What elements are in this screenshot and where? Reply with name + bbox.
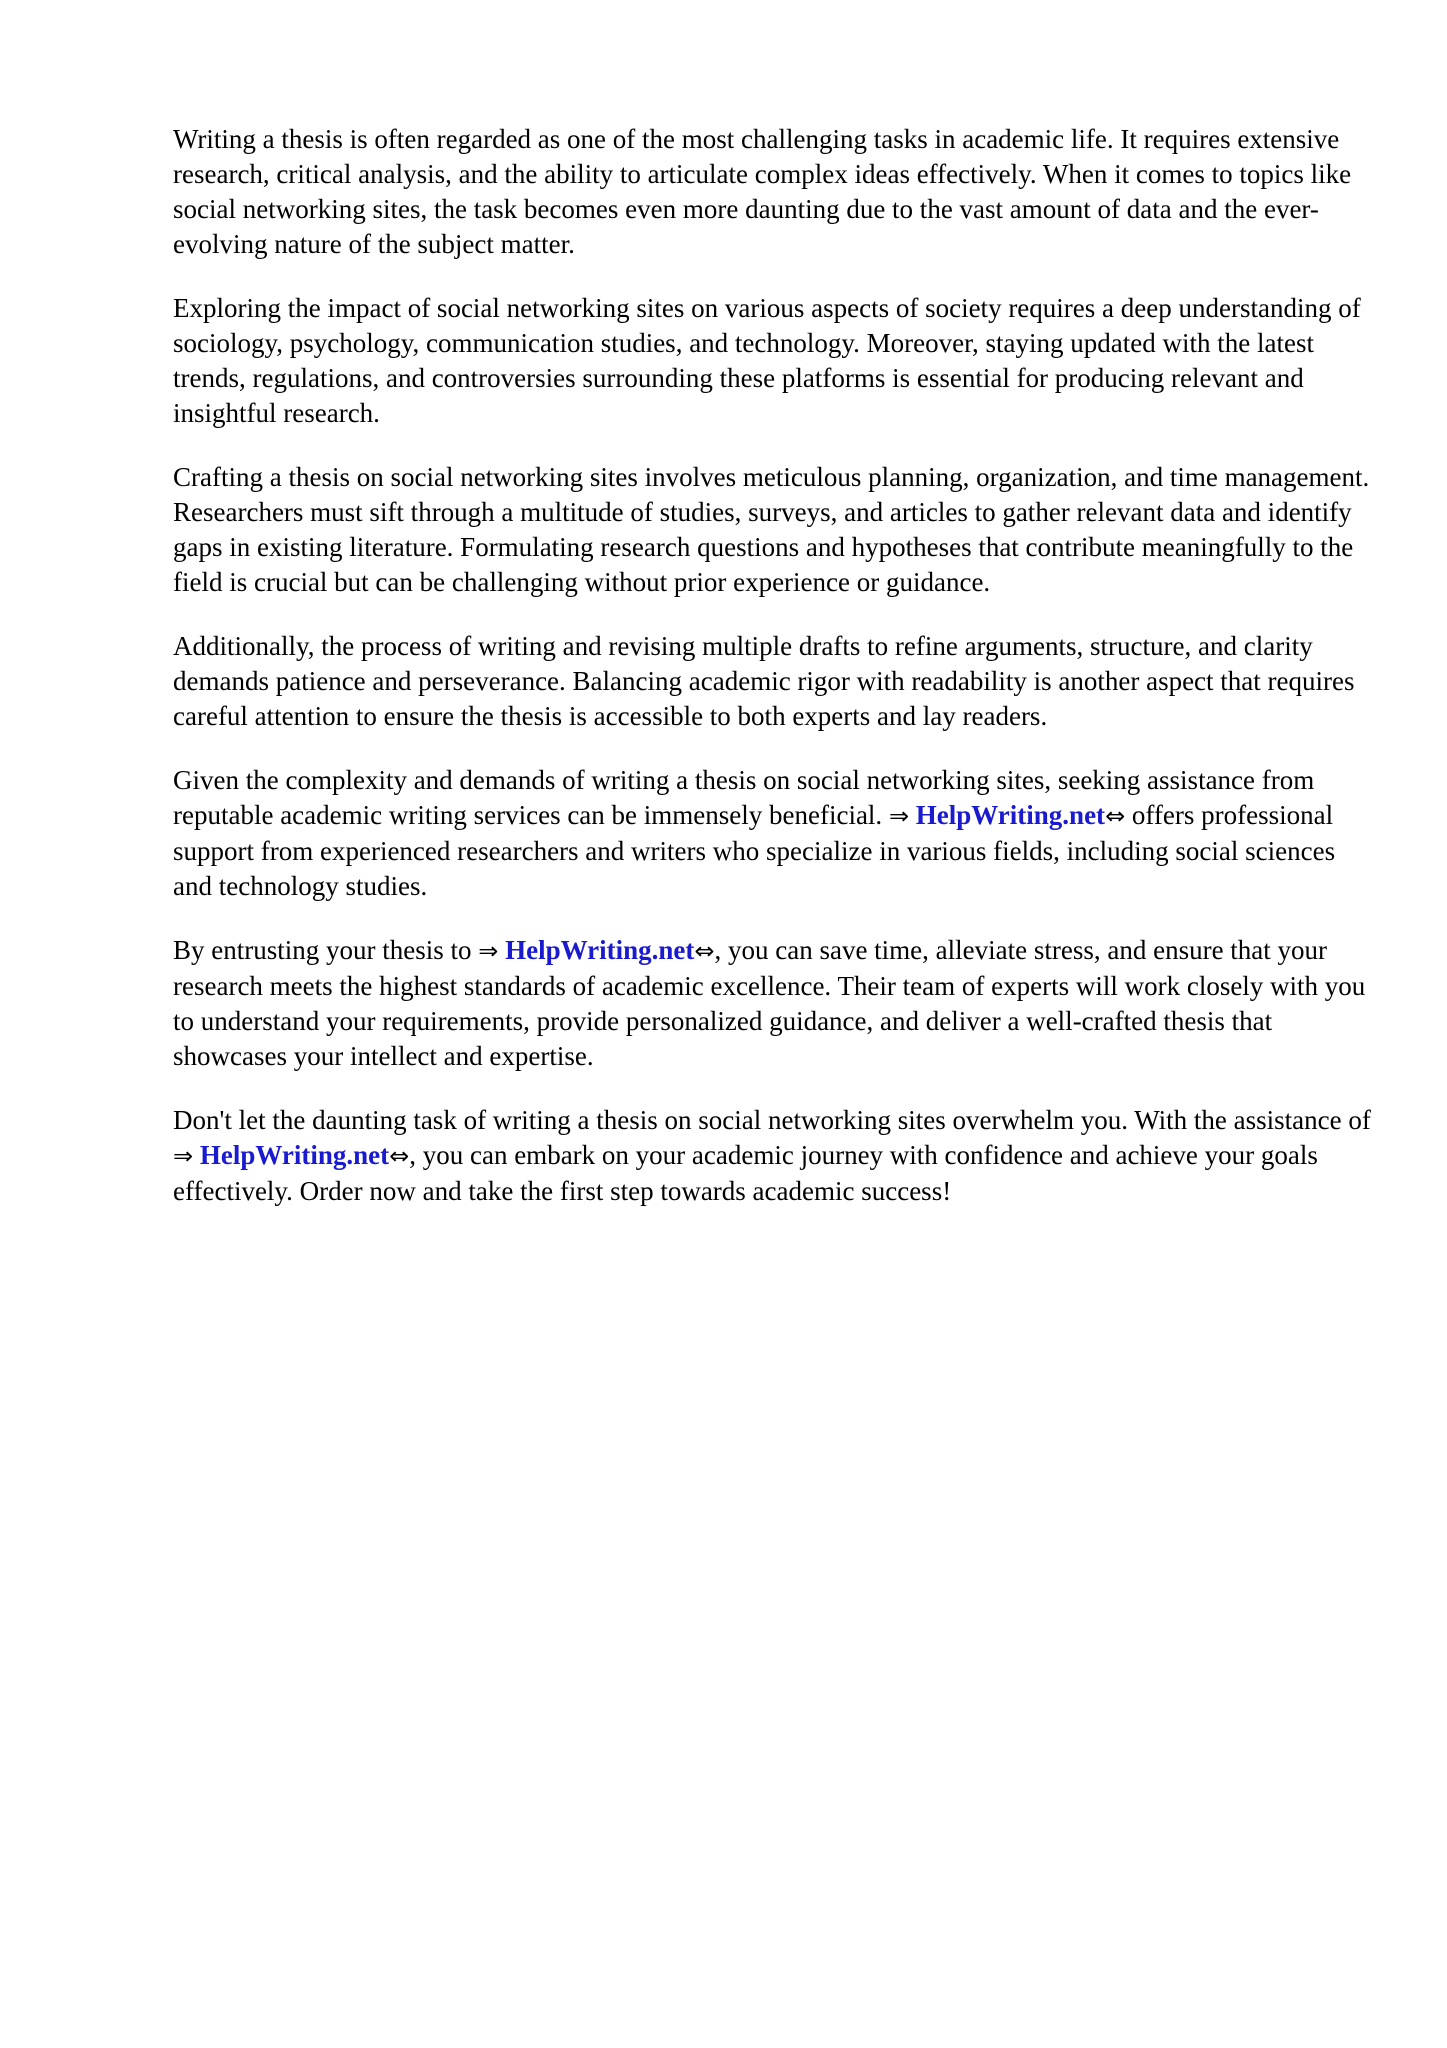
paragraph-intro: Writing a thesis is often regarded as one of the most challenging tasks in academic life. It requires extensive research, critical analysis, and the ability to articulate complex ideas effectively. When it comes to topics like social networking sites, the task becomes even more daunting due to the vast amount of data and the ever-evolving nature of the subject matter.	[173, 124, 1352, 259]
paragraph-assistance	[173, 763, 1371, 904]
paragraph-text: , you can embark on your academic journey with confidence and achieve your goals effectively. Order now and take the first step towards academic success!	[173, 1140, 1318, 1206]
paragraph-entrusting	[173, 933, 1371, 1074]
paragraph-impact: Exploring the impact of social networking sites on various aspects of society requires a deep understanding of sociology, psychology, communication studies, and technology. Moreover, staying updated with the latest trends, regulations, and controversies surrounding these platforms is essential for producing relevant and insightful research.	[173, 293, 1361, 428]
right-arrow-icon: ⇒	[173, 1142, 194, 1170]
paragraph-text: By entrusting your thesis to	[173, 935, 479, 965]
paragraph-crafting: Crafting a thesis on social networking sites involves meticulous planning, organization, and time management. Researchers must sift through a multitude of studies, surveys, and articles to gather relevant data and identify gaps in existing literature. Formulating research questions and hypotheses that contribute meaningfully to the field is crucial but can be challenging without prior experience or guidance.	[173, 462, 1370, 597]
right-arrow-icon: ⇒	[478, 937, 499, 965]
double-arrow-icon: ⇔	[1105, 802, 1126, 830]
paragraph-revising: Additionally, the process of writing and revising multiple drafts to refine arguments, structure, and clarity demands patience and perseverance. Balancing academic rigor with readability is another aspect that requires careful attention to ensure the thesis is accessible to both experts and lay readers.	[173, 631, 1355, 731]
double-arrow-icon: ⇔	[389, 1142, 410, 1170]
helpwriting-link[interactable]: HelpWriting.net	[505, 935, 695, 965]
paragraph-text: offers professional support from experienced researchers and writers who specialize in various fields, including social sciences and technology studies.	[173, 800, 1336, 901]
paragraph-text: , you can save time, alleviate stress, and ensure that your research meets the highest standards of academic excellence. Their team of experts will work closely with you to understand your requirements, provide personalized guidance, and deliver a well-crafted thesis that showcases your intellect and expertise.	[173, 935, 1366, 1071]
helpwriting-link[interactable]: HelpWriting.net	[915, 800, 1106, 830]
helpwriting-link[interactable]: HelpWriting.net	[199, 1140, 390, 1170]
paragraph-text: Don't let the daunting task of writing a thesis on social networking sites overwhelm you. With the assistance of	[173, 1105, 1371, 1135]
right-arrow-icon: ⇒	[888, 802, 910, 830]
double-arrow-icon: ⇔	[694, 937, 715, 965]
paragraph-closing	[173, 1103, 1371, 1209]
paragraph-text: Given the complexity and demands of writing a thesis on social networking sites, seeking assistance from reputable academic writing services can be immensely beneficial.	[173, 765, 1315, 830]
document-body	[173, 122, 1371, 1238]
